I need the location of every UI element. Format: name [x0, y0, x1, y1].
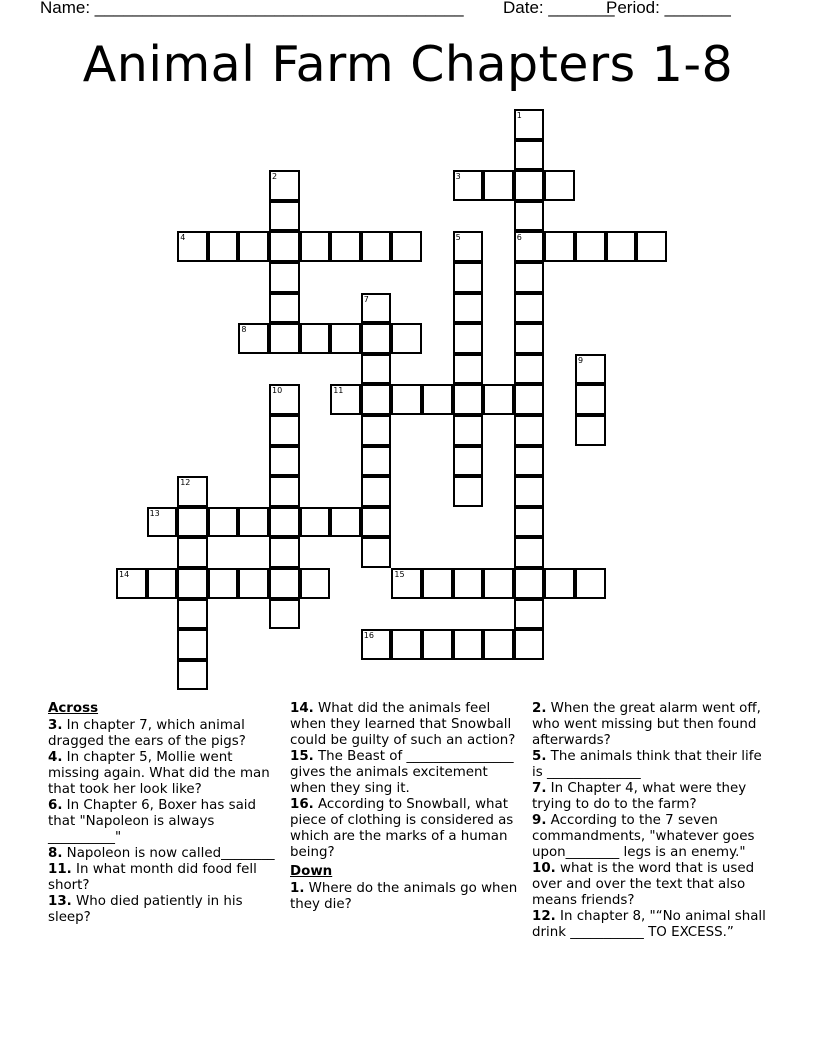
clue-text: The animals think that their life is ______________: [532, 749, 762, 780]
crossword-cell[interactable]: [177, 476, 208, 507]
clue-text: Where do the animals go when they die?: [290, 881, 518, 912]
clue-text: In chapter 7, which animal dragged the ears of the pigs?: [48, 718, 246, 749]
crossword-cell[interactable]: [361, 231, 392, 262]
across-heading: Across: [48, 701, 99, 716]
crossword-cell[interactable]: [177, 599, 208, 630]
clue-number: 11.: [48, 862, 72, 877]
cell-number: 1: [516, 111, 522, 120]
across-clue: [290, 749, 524, 797]
crossword-cell[interactable]: [636, 231, 667, 262]
crossword-cell[interactable]: [361, 293, 392, 324]
clue-text: In chapter 8, "“No animal shall drink ___________ TO EXCESS.”: [532, 909, 766, 940]
down-clue: [532, 701, 770, 749]
crossword-cell[interactable]: [330, 384, 361, 415]
clue-number: 14.: [290, 701, 314, 716]
across-clue: [48, 846, 276, 862]
crossword-cell[interactable]: [514, 384, 545, 415]
crossword-cell[interactable]: [575, 231, 606, 262]
crossword-cell[interactable]: [269, 323, 300, 354]
crossword-cell[interactable]: [269, 568, 300, 599]
crossword-cell[interactable]: [483, 568, 514, 599]
crossword-cell[interactable]: [330, 231, 361, 262]
clue-text: What did the animals feel when they learned that Snowball could be guilty of such an action?: [290, 701, 516, 748]
down-clue: [290, 881, 524, 913]
crossword-cell[interactable]: [514, 476, 545, 507]
crossword-cell[interactable]: [300, 568, 331, 599]
cell-number: 7: [363, 294, 369, 304]
crossword-cell[interactable]: [269, 201, 300, 232]
across-clue: [290, 797, 524, 861]
crossword-cell[interactable]: [269, 507, 300, 538]
cell-number: 8: [241, 325, 247, 335]
crossword-cell[interactable]: [514, 293, 545, 324]
crossword-cell[interactable]: [514, 507, 545, 538]
crossword-cell[interactable]: [422, 629, 453, 660]
crossword-cell[interactable]: [453, 446, 484, 477]
clue-number: 15.: [290, 749, 314, 764]
across-clue: [48, 894, 276, 926]
clue-number: 5.: [532, 749, 547, 764]
cell-number: 12: [180, 478, 191, 488]
crossword-cell[interactable]: [238, 323, 269, 354]
clue-number: 4.: [48, 750, 63, 765]
crossword-cell[interactable]: [269, 476, 300, 507]
crossword-cell[interactable]: [453, 629, 484, 660]
crossword-cell[interactable]: [300, 323, 331, 354]
crossword-cell[interactable]: [544, 568, 575, 599]
crossword-cell[interactable]: [361, 537, 392, 568]
clue-number: 2.: [532, 701, 547, 716]
crossword-cell[interactable]: [361, 507, 392, 538]
crossword-cell[interactable]: [361, 476, 392, 507]
crossword-cell[interactable]: [361, 354, 392, 385]
crossword-cell[interactable]: [269, 384, 300, 415]
crossword-cell[interactable]: [514, 323, 545, 354]
clue-column-1: [48, 701, 276, 926]
crossword-cell[interactable]: [453, 354, 484, 385]
crossword-cell[interactable]: [514, 109, 545, 140]
across-clue: [290, 701, 524, 749]
crossword-cell[interactable]: [606, 231, 637, 262]
crossword-cell[interactable]: [361, 323, 392, 354]
clue-text: The Beast of ________________ gives the animals excitement when they sing it.: [290, 749, 514, 796]
cell-number: 13: [149, 508, 160, 518]
clue-number: 16.: [290, 797, 314, 812]
cell-number: 10: [272, 386, 283, 396]
crossword-cell[interactable]: [300, 231, 331, 262]
clue-text: In Chapter 4, what were they trying to do to the farm?: [532, 781, 747, 812]
crossword-cell[interactable]: [177, 629, 208, 660]
crossword-cell[interactable]: [453, 323, 484, 354]
crossword-cell[interactable]: [391, 629, 422, 660]
across-clue: [48, 798, 276, 846]
crossword-cell[interactable]: [238, 231, 269, 262]
crossword-cell[interactable]: [514, 537, 545, 568]
crossword-cell[interactable]: [269, 599, 300, 630]
cell-number: 4: [180, 233, 186, 243]
crossword-cell[interactable]: [575, 568, 606, 599]
cell-number: 6: [516, 233, 522, 243]
clue-column-3: [532, 701, 770, 941]
crossword-cell[interactable]: [361, 384, 392, 415]
clue-text: According to Snowball, what piece of clothing is considered as which are the marks of a human being?: [290, 797, 514, 860]
crossword-cell[interactable]: [483, 629, 514, 660]
crossword-cell[interactable]: [177, 537, 208, 568]
crossword-cell[interactable]: [147, 568, 178, 599]
clue-text: When the great alarm went off, who went missing but then found afterwards?: [532, 701, 761, 748]
crossword-cell[interactable]: [269, 262, 300, 293]
cell-number: 9: [578, 355, 584, 365]
date-field-label: Date: _______: [503, 0, 615, 17]
down-heading: Down: [290, 864, 333, 879]
crossword-cell[interactable]: [514, 629, 545, 660]
clue-number: 12.: [532, 909, 556, 924]
crossword-cell[interactable]: [330, 507, 361, 538]
cell-number: 5: [455, 233, 461, 243]
crossword-cell[interactable]: [269, 293, 300, 324]
crossword-cell[interactable]: [453, 384, 484, 415]
clue-number: 7.: [532, 781, 547, 796]
crossword-cell[interactable]: [575, 354, 606, 385]
cell-number: 11: [333, 386, 344, 396]
cell-number: 15: [394, 570, 405, 579]
crossword-cell[interactable]: [575, 384, 606, 415]
crossword-cell[interactable]: [544, 231, 575, 262]
cell-number: 14: [119, 570, 130, 579]
down-clue: [532, 813, 770, 861]
crossword-cell[interactable]: [177, 507, 208, 538]
clue-text: In Chapter 6, Boxer has said that "Napoleon is always __________": [48, 798, 256, 845]
crossword-cell[interactable]: [453, 262, 484, 293]
across-clue: [48, 750, 276, 798]
crossword-cell[interactable]: [453, 170, 484, 201]
crossword-cell[interactable]: [391, 384, 422, 415]
name-field-label: Name: _______________________________________: [40, 0, 464, 17]
down-clue: [532, 781, 770, 813]
crossword-cell[interactable]: [422, 568, 453, 599]
crossword-cell[interactable]: [514, 354, 545, 385]
crossword-cell[interactable]: [208, 507, 239, 538]
crossword-cell[interactable]: [238, 568, 269, 599]
crossword-cell[interactable]: [269, 537, 300, 568]
crossword-cell[interactable]: [514, 262, 545, 293]
crossword-cell[interactable]: [177, 231, 208, 262]
crossword-cell[interactable]: [391, 323, 422, 354]
crossword-cell[interactable]: [330, 323, 361, 354]
crossword-cell[interactable]: [575, 415, 606, 446]
crossword-cell[interactable]: [238, 507, 269, 538]
down-clue: [532, 909, 770, 941]
clue-text: what is the word that is used over and over the text that also means friends?: [532, 861, 755, 908]
crossword-cell[interactable]: [514, 415, 545, 446]
crossword-cell[interactable]: [361, 415, 392, 446]
crossword-cell[interactable]: [544, 170, 575, 201]
cell-number: 16: [363, 631, 374, 641]
crossword-cell[interactable]: [514, 170, 545, 201]
crossword-cell[interactable]: [391, 568, 422, 599]
crossword-cell[interactable]: [453, 415, 484, 446]
clue-text: Napoleon is now called________: [66, 846, 275, 861]
crossword-cell[interactable]: [453, 476, 484, 507]
crossword-cell[interactable]: [269, 446, 300, 477]
page-title: Animal Farm Chapters 1-8: [82, 36, 734, 93]
crossword-cell[interactable]: [453, 293, 484, 324]
crossword-cell[interactable]: [453, 568, 484, 599]
clue-number: 13.: [48, 894, 72, 909]
crossword-cell[interactable]: [361, 446, 392, 477]
down-clue: [532, 749, 770, 781]
across-clue: [48, 862, 276, 894]
crossword-cell[interactable]: [453, 231, 484, 262]
crossword-cell[interactable]: [483, 170, 514, 201]
crossword-cell[interactable]: [177, 568, 208, 599]
clue-number: 3.: [48, 718, 63, 733]
clue-number: 1.: [290, 881, 305, 896]
crossword-cell[interactable]: [483, 384, 514, 415]
clue-text: In what month did food fell short?: [48, 862, 257, 893]
period-field-label: Period: _______: [606, 0, 731, 17]
across-clue: [48, 718, 276, 750]
clue-number: 6.: [48, 798, 63, 813]
crossword-cell[interactable]: [208, 568, 239, 599]
crossword-cell[interactable]: [361, 629, 392, 660]
clue-text: Who died patiently in his sleep?: [48, 894, 243, 925]
crossword-cell[interactable]: [514, 140, 545, 171]
clue-number: 8.: [48, 846, 63, 861]
crossword-cell[interactable]: [300, 507, 331, 538]
cell-number: 3: [455, 172, 461, 182]
clue-text: In chapter 5, Mollie went missing again. What did the man that took her look like?: [48, 750, 270, 797]
clue-number: 10.: [532, 861, 556, 876]
crossword-cell[interactable]: [116, 568, 147, 599]
crossword-cell[interactable]: [208, 231, 239, 262]
crossword-cell[interactable]: [269, 170, 300, 201]
crossword-cell[interactable]: [422, 384, 453, 415]
down-clue: [532, 861, 770, 909]
crossword-cell[interactable]: [147, 507, 178, 538]
crossword-cell[interactable]: [177, 660, 208, 691]
crossword-cell[interactable]: [514, 599, 545, 630]
crossword-cell[interactable]: [514, 568, 545, 599]
clue-number: 9.: [532, 813, 547, 828]
crossword-cell[interactable]: [514, 231, 545, 262]
crossword-cell[interactable]: [391, 231, 422, 262]
crossword-cell[interactable]: [514, 201, 545, 232]
clue-text: According to the 7 seven commandments, "whatever goes upon________ legs is an enemy.": [532, 813, 755, 860]
clue-column-2: [290, 701, 524, 913]
crossword-cell[interactable]: [269, 231, 300, 262]
crossword-cell[interactable]: [514, 446, 545, 477]
cell-number: 2: [272, 172, 278, 182]
crossword-cell[interactable]: [269, 415, 300, 446]
